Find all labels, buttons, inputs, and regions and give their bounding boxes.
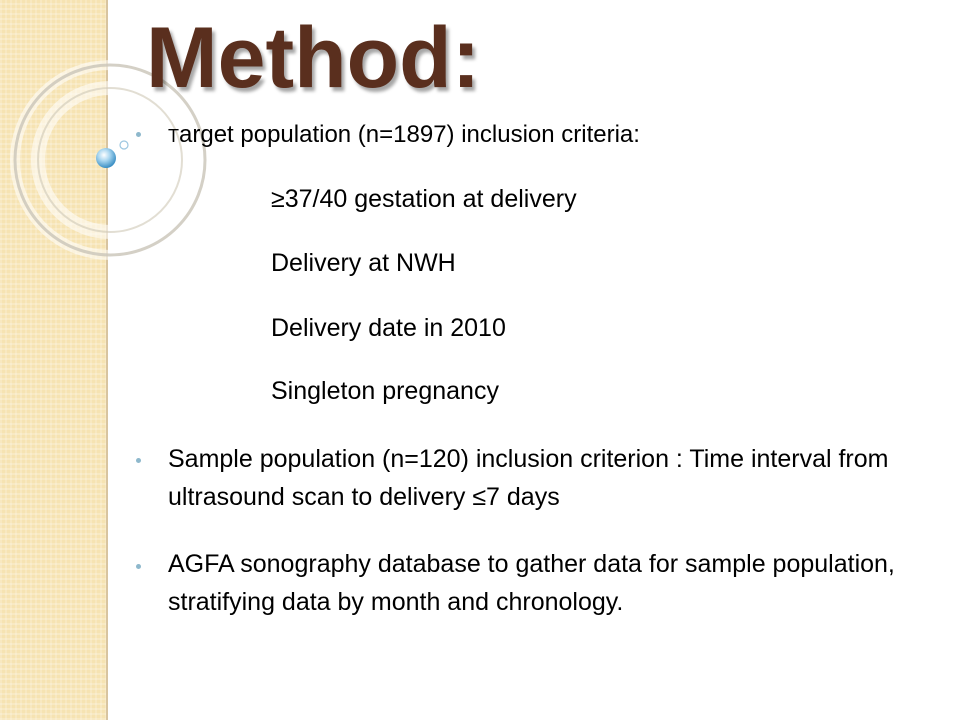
criterion-delivery-date: Delivery date in 2010 <box>271 314 506 342</box>
bullet-text: arget population (n=1897) inclusion criteria: <box>179 121 640 148</box>
blue-orb-icon <box>96 148 116 168</box>
bullet-icon <box>136 132 141 137</box>
bullet-icon <box>136 458 141 463</box>
bullet-icon <box>136 564 141 569</box>
page-title: Method: <box>146 10 481 106</box>
bullet-lead-letter: T <box>168 126 179 146</box>
criterion-gestation: ≥37/40 gestation at delivery <box>271 185 577 213</box>
bullet-sample-population: Sample population (n=120) inclusion criterion : Time interval from ultrasound scan to delivery ≤7 days <box>168 445 889 511</box>
small-orb-icon <box>120 141 128 149</box>
bullet-target-population <box>168 118 640 153</box>
criterion-singleton: Singleton pregnancy <box>271 377 499 405</box>
bullet-agfa-database: AGFA sonography database to gather data for sample population, stratifying data by month and chronology. <box>168 550 895 616</box>
criterion-delivery-location: Delivery at NWH <box>271 249 456 277</box>
